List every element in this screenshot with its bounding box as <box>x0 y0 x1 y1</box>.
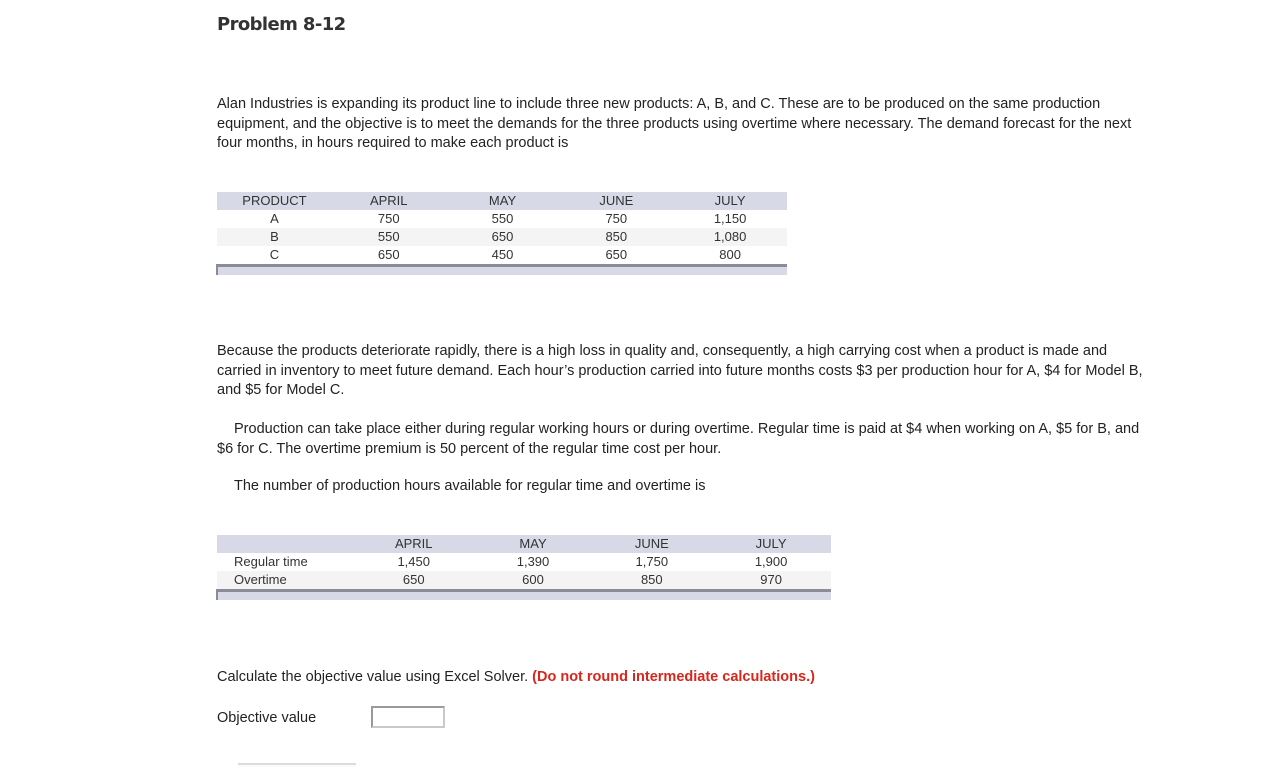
production-cost-paragraph: Production can take place either during regular working hours or during overtime. Regular time is paid at $4 when working on A, $5 for B, and $6 for C. The overtime premium is 50 percent of the regular time cost per hour. <box>217 421 1140 457</box>
row-label: Overtime <box>234 572 287 587</box>
cell-may: 650 <box>491 229 514 244</box>
cell-july: 1,150 <box>713 211 747 226</box>
hours-table <box>216 535 831 600</box>
table-row <box>217 210 787 228</box>
cell-april: 750 <box>377 211 400 226</box>
demand-table <box>216 192 787 275</box>
cell-april: 650 <box>402 572 425 587</box>
instruction-main: Calculate the objective value using Excel Solver. <box>217 669 529 685</box>
header-may: MAY <box>519 536 547 551</box>
cell-product: B <box>270 229 279 244</box>
header-april: APRIL <box>369 193 408 208</box>
carrying-cost-paragraph: Because the products deteriorate rapidly, there is a high loss in quality and, consequently, a high carrying cost when a product is made and carried in inventory to meet future demand. Each hour’s production carried into future months costs $3 per production hour for A, $4 for Model B, and $5 for Model C. <box>217 343 1143 398</box>
intro-paragraph: Alan Industries is expanding its product line to include three new products: A, B, and C. These are to be produced on the same production equipment, and the objective is to meet the demands for the three products using overtime where necessary. The demand forecast for the next four months, in hours required to make each product is <box>217 96 1132 151</box>
table-footer-bar <box>217 591 831 601</box>
row-label: Regular time <box>234 554 308 569</box>
cell-product: A <box>270 211 279 226</box>
cell-may: 1,390 <box>516 554 550 569</box>
header-april: APRIL <box>394 536 433 551</box>
bottom-button-edge[interactable] <box>238 763 356 767</box>
instruction-text <box>217 668 1147 688</box>
cell-may: 550 <box>491 211 514 226</box>
cell-july: 1,080 <box>713 229 747 244</box>
cell-july: 970 <box>760 572 782 587</box>
objective-value-input[interactable] <box>371 706 445 728</box>
header-product: PRODUCT <box>242 193 307 208</box>
table-row <box>217 553 831 571</box>
header-july: JULY <box>714 193 746 208</box>
cell-june: 850 <box>605 229 628 244</box>
cell-july: 800 <box>719 247 741 262</box>
demand-header-row <box>217 192 787 210</box>
problem-title: Problem 8-12 <box>217 14 346 35</box>
cell-july: 1,900 <box>754 554 788 569</box>
table-row <box>217 246 787 264</box>
header-may: MAY <box>488 193 517 208</box>
cell-may: 450 <box>491 247 514 262</box>
table-row <box>217 571 831 589</box>
header-june: JUNE <box>634 536 669 551</box>
hours-intro-paragraph: The number of production hours available for regular time and overtime is <box>234 478 706 494</box>
cell-april: 1,450 <box>397 554 430 569</box>
table-footer-bar <box>217 266 787 276</box>
cell-june: 1,750 <box>635 554 669 569</box>
cell-june: 750 <box>605 211 628 226</box>
header-june: JUNE <box>599 193 634 208</box>
instruction-note: (Do not round intermediate calculations.) <box>532 669 815 685</box>
hours-header-row <box>217 535 831 553</box>
cell-april: 550 <box>377 229 400 244</box>
table-row <box>217 228 787 246</box>
header-blank <box>217 535 354 553</box>
cell-product: C <box>269 247 280 262</box>
header-july: JULY <box>755 536 787 551</box>
objective-value-label: Objective value <box>217 710 317 726</box>
cell-may: 600 <box>522 572 544 587</box>
cell-june: 850 <box>640 572 663 587</box>
cell-april: 650 <box>377 247 400 262</box>
cell-june: 650 <box>605 247 628 262</box>
